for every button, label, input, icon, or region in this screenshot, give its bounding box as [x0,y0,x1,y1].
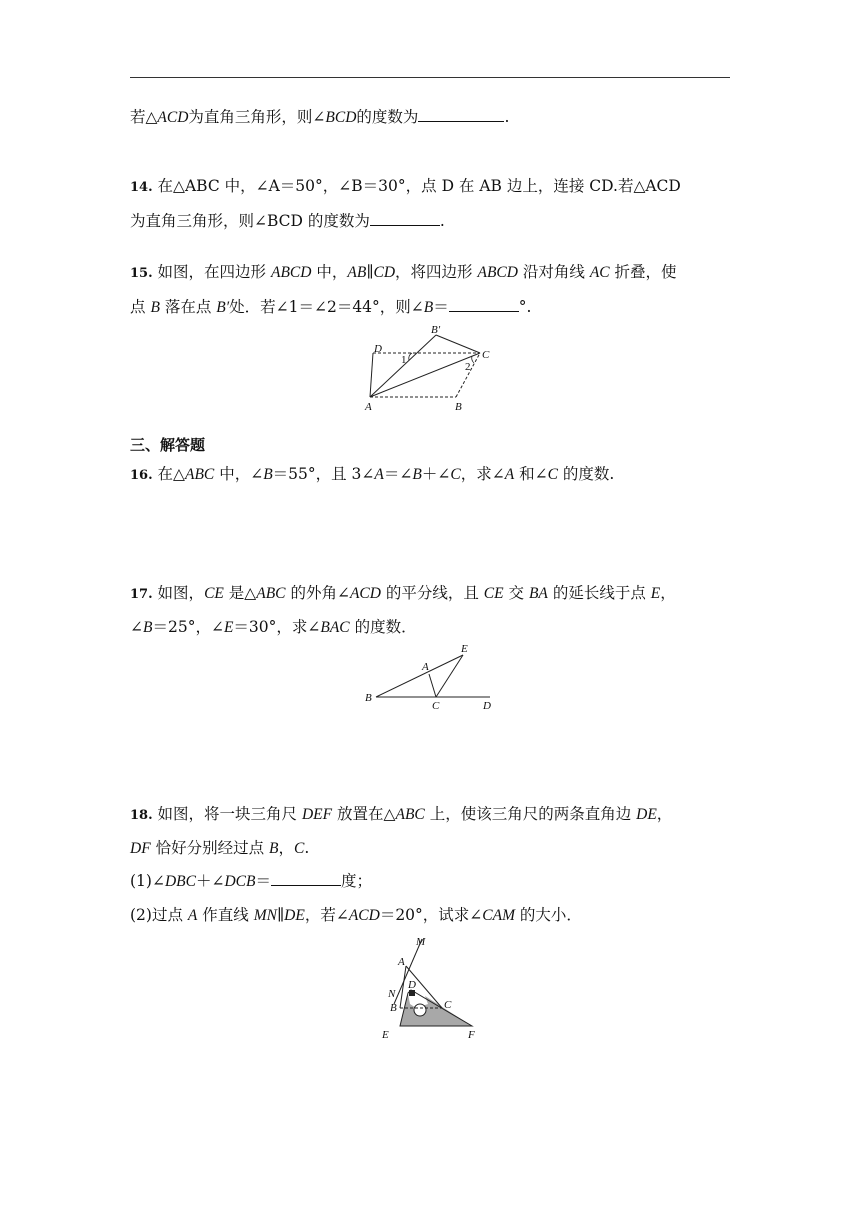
label-C: C [444,999,452,1011]
answer-blank [418,106,504,122]
q14-line2: 为直角三角形，则∠BCD 的度数为 . [130,212,445,230]
section-heading: 三、解答题 [130,436,206,454]
segment-bc [456,353,480,397]
label-D: D [374,343,382,355]
segment-ac [370,353,480,397]
q17-figure [362,640,502,714]
label-B: B [365,692,372,704]
q15-line1: 15. 如图，在四边形 ABCD 中，AB∥CD，将四边形 ABCD 沿对角线 AC 折叠，使 [130,263,677,281]
label-C: C [432,700,440,712]
q18-line2: DF 恰好分别经过点 B，C. [130,839,310,857]
label-B: B [455,401,462,413]
q18-part2: (2)过点 A 作直线 MN∥DE，若∠ACD＝20°，试求∠CAM 的大小． [130,906,582,924]
q17-line1: 17. 如图，CE 是△ABC 的外角∠ACD 的平分线，且 CE 交 BA 的延长线于点 E， [130,584,676,602]
q18-line1: 18. 如图，将一块三角尺 DEF 放置在△ABC 上，使该三角尺的两条直角边 DE， [130,805,673,823]
q17-line2: ∠B＝25°，∠E＝30°，求∠BAC 的度数． [130,618,417,636]
segment-ac [429,674,436,697]
label-D: D [483,700,491,712]
segment-b-prime-c [436,335,480,353]
question-number: 14. [130,180,153,195]
q14-line1: 14. 在△ABC 中，∠A＝50°，∠B＝30°，点 D 在 AB 边上，连接 CD.若△ACD [130,177,681,195]
question-number: 18. [130,808,153,823]
q13-tail-line: 若△ACD为直角三角形，则∠BCD的度数为 . [130,108,510,126]
label-angle-2: 2 [465,361,471,373]
label-C: C [482,349,490,361]
label-N: N [388,988,396,1000]
set-square-hole [414,1004,426,1016]
q15-line2: 点 B 落在点 B′处．若∠1＝∠2＝44°，则∠B＝ °. [130,298,532,316]
label-A: A [398,956,405,968]
question-number: 15. [130,266,153,281]
label-B-prime: B′ [431,324,441,336]
angle-2-arc [472,356,474,363]
q15-figure [360,322,500,414]
answer-blank [271,870,341,886]
answer-blank [449,296,519,312]
segment-da [370,353,373,397]
label-F: F [468,1029,475,1041]
label-A: A [365,401,372,413]
label-angle-1: 1 [401,354,407,366]
label-D: D [408,979,416,991]
question-number: 16. [130,468,153,483]
answer-blank [370,210,440,226]
set-square-fill [400,994,472,1026]
label-B: B [390,1002,397,1014]
q18-part1: (1)∠DBC＋∠DCB＝ 度； [130,872,372,890]
label-M: M [416,936,426,948]
question-number: 17. [130,587,153,602]
label-E: E [461,643,468,655]
header-rule [130,77,730,78]
q16-line: 16. 在△ABC 中，∠B＝55°，且 3∠A＝∠B＋∠C，求∠A 和∠C 的度数. [130,465,615,483]
q18-figure [378,934,488,1042]
label-A: A [422,661,429,673]
label-E: E [382,1029,389,1041]
